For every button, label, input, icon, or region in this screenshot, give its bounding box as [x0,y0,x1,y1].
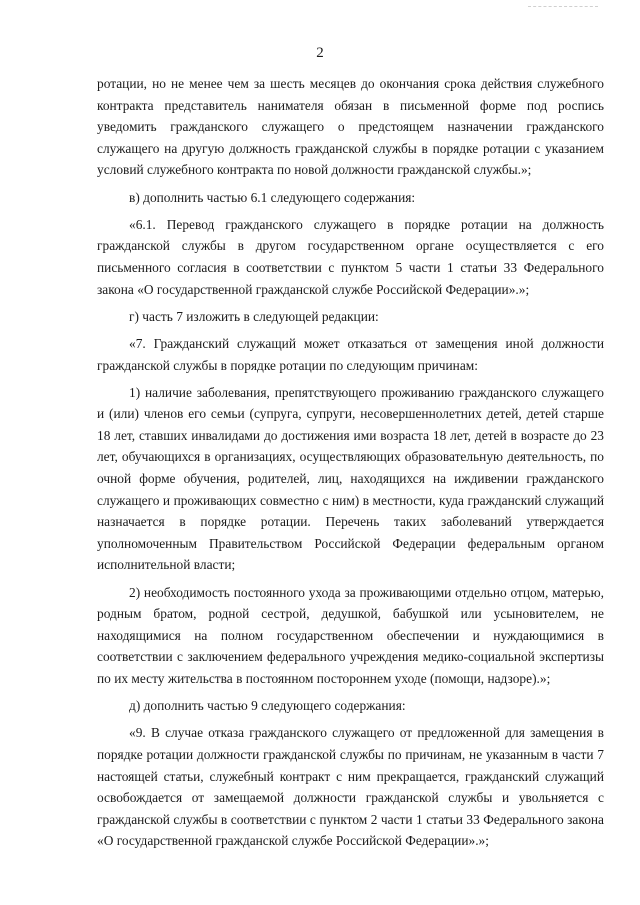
paragraph-item-g: г) часть 7 изложить в следующей редакции: [129,308,379,324]
scan-artifact [528,6,598,9]
paragraph-continuation: ротации, но не менее чем за шесть месяцев до окончания срока действия служебного контракта представитель нанимателя обязан в письменной форме под роспись уведомить гражданского служащего о предстоящем назначении гражданского служащего на другую должность гражданской службы в порядке ротации с указанием условий служебного контракта по новой должности гражданской службы.»; [97,76,604,178]
document-body [97,73,604,858]
paragraph-part-6-1: «6.1. Перевод гражданского служащего в порядке ротации на должность гражданской службы в другом государственном органе осуществляется с его письменного согласия в соответствии с пунктом 5 части 1 статьи 33 Федерального закона «О государственной гражданской службе Российской Федерации».»; [97,216,604,297]
paragraph-reason-2: 2) необходимость постоянного ухода за проживающими отдельно отцом, матерью, родным братом, родной сестрой, дедушкой, бабушкой или усыновителем, не находящимися на полном государственном обеспечении и нуждающимися в соответствии с заключением федерального учреждения медико-социальной экспертизы по их месту жительства в постоянном постороннем уходе (помощи, надзоре).»; [97,584,604,686]
paragraph-part-7: «7. Гражданский служащий может отказаться от замещения иной должности гражданской службы в порядке ротации по следующим причинам: [97,335,604,373]
paragraph-item-v: в) дополнить частью 6.1 следующего содержания: [129,189,416,205]
page-number: 2 [316,45,324,61]
paragraph-item-d: д) дополнить частью 9 следующего содержания: [129,698,406,714]
paragraph-reason-1: 1) наличие заболевания, препятствующего проживанию гражданского служащего и (или) членов его семьи (супруга, супруги, несовершеннолетних детей, детей старше 18 лет, ставших инвалидами до достижения ими возраста 18 лет, детей в возрасте до 23 лет, обучающихся в организациях, осуществляющих образовательную деятельность, по очной форме обучения, родителей, лиц, находящихся на иждивении гражданского служащего и проживающих совместно с ним) в местности, куда гражданский служащий назначается в порядке ротации. Перечень таких заболеваний утверждается уполномоченным Правительством Российской Федерации федеральным органом исполнительной власти; [97,384,604,573]
paragraph-part-9: «9. В случае отказа гражданского служащего от предложенной для замещения в порядке ротации должности гражданской службы по причинам, не указанным в части 7 настоящей статьи, служебный контракт с ним прекращается, гражданский служащий освобождается от замещаемой должности гражданской службы и увольняется с гражданской службы в соответствии с пунктом 2 части 1 статьи 33 Федерального закона «О государственной гражданской службе Российской Федерации».»; [97,725,604,849]
